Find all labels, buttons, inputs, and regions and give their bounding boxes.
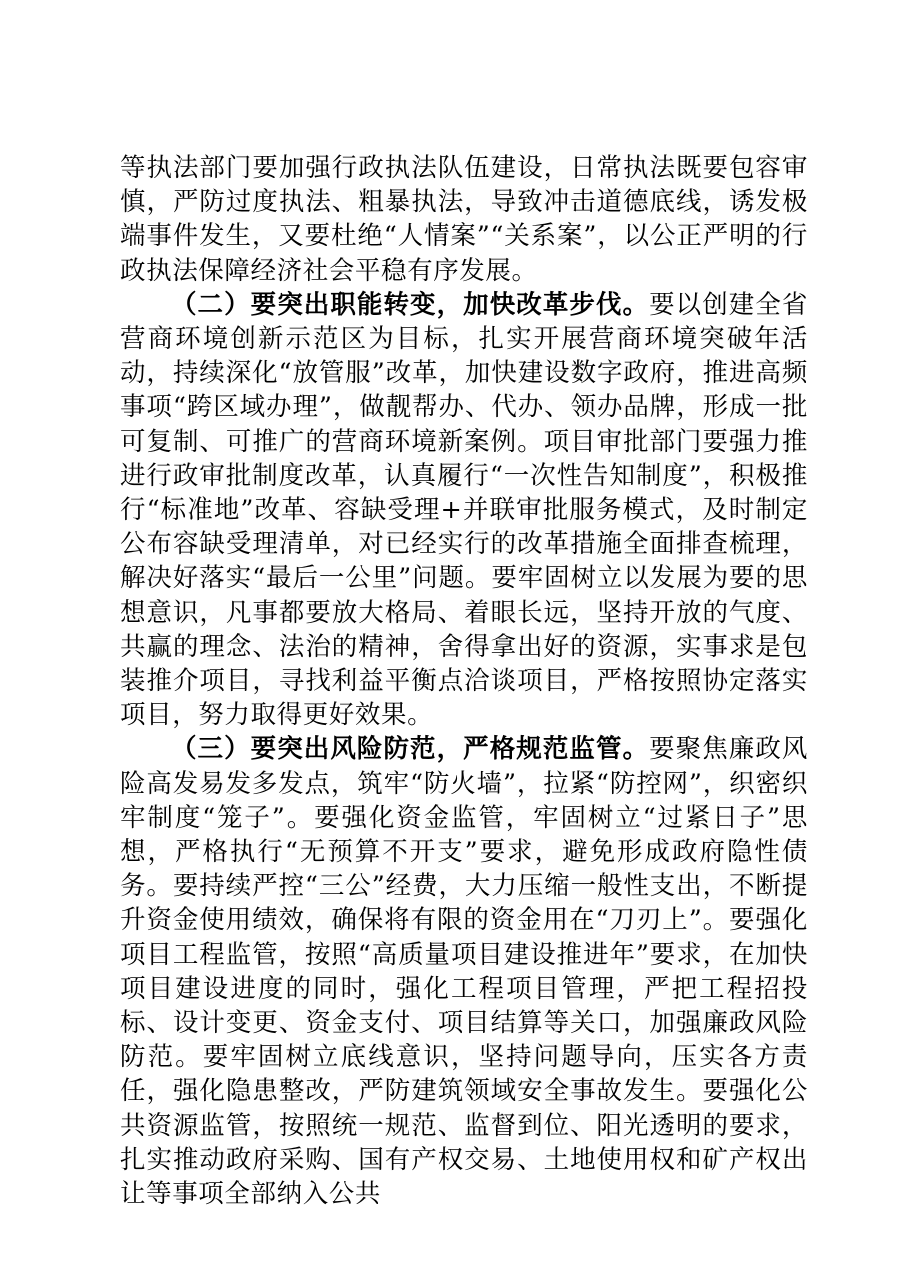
paragraph-text: 要聚焦廉政风险高发易发多发点，筑牢“防火墙”，拉紧“防控网”，织密织牢制度“笼子”。要强化资金监管，牢固树立“过紧日子”思想，严格执行“无预算不开支”要求，避免形成政府隐性债务。要持续严控“三公”经费，大力压缩一般性支出，不断提升资金使用绩效，确保将有限的资金用在“刀刃上”。要强化项目工程监管，按照“高质量项目建设推进年”要求，在加快项目建设进度的同时，强化工程项目管理，严把工程招投标、设计变更、资金支付、项目结算等关口，加强廉政风险防范。要牢固树立底线意识，坚持问题导向，压实各方责任，强化隐患整改，严防建筑领域安全事故发生。要强化公共资源监管，按照统一规范、监督到位、阳光透明的要求，扎实推动政府采购、国有产权交易、土地使用权和矿产权出让等事项全部纳入公共 — [120, 734, 808, 1210]
section-heading: （三）要突出风险防范，严格规范监管。 — [171, 734, 650, 765]
document-body — [120, 151, 808, 1211]
paragraph-section-2 — [120, 288, 808, 733]
section-heading: （二）要突出职能转变，加快改革步伐。 — [171, 289, 650, 320]
paragraph-continuation — [120, 151, 808, 288]
paragraph-section-3 — [120, 732, 808, 1211]
paragraph-text: 要以创建全省营商环境创新示范区为目标，扎实开展营商环境突破年活动，持续深化“放管服”改革，加快建设数字政府，推进高频事项“跨区域办理”，做靓帮办、代办、领办品牌，形成一批可复制、可推广的营商环境新案例。项目审批部门要强力推进行政审批制度改革，认真履行“一次性告知制度”，积极推行“标准地”改革、容缺受理+并联审批服务模式，及时制定公布容缺受理清单，对已经实行的改革措施全面排查梳理，解决好落实“最后一公里”问题。要牢固树立以发展为要的思想意识，凡事都要放大格局、着眼长远，坚持开放的气度、共赢的理念、法治的精神，舍得拿出好的资源，实事求是包装推介项目，寻找利益平衡点洽谈项目，严格按照协定落实项目，努力取得更好效果。 — [120, 289, 808, 731]
paragraph-text: 等执法部门要加强行政执法队伍建设，日常执法既要包容审慎，严防过度执法、粗暴执法，导致冲击道德底线，诱发极端事件发生，又要杜绝“人情案”“关系案”，以公正严明的行政执法保障经济社会平稳有序发展。 — [120, 153, 808, 286]
